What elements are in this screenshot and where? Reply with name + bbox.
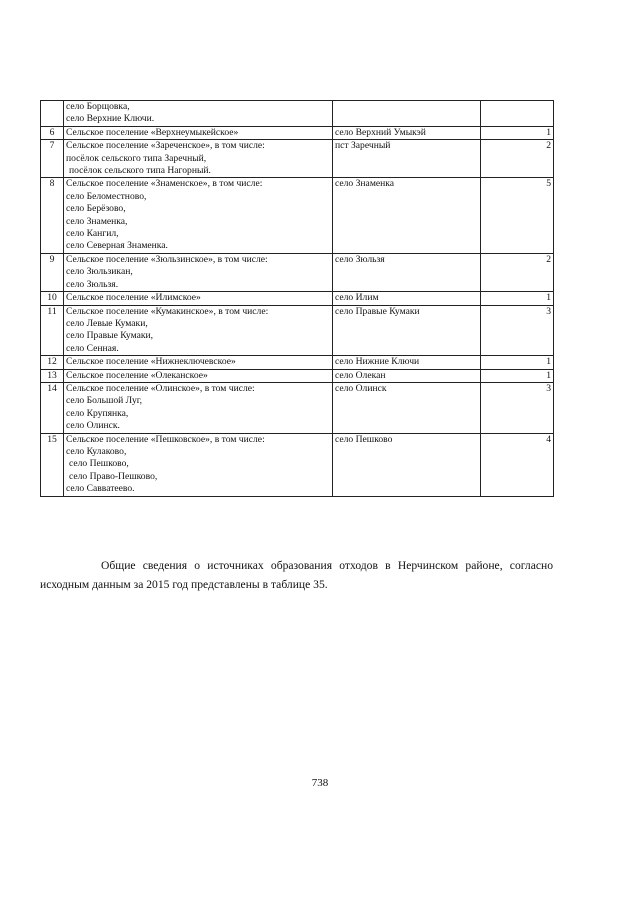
settlement-cell xyxy=(64,292,333,305)
count-cell: 2 xyxy=(481,253,554,291)
table-row xyxy=(41,305,554,356)
settlement-line: Сельское поселение «Зареченское», в том числе: xyxy=(66,140,265,152)
count-cell: 1 xyxy=(481,292,554,305)
settlement-cell xyxy=(64,140,333,178)
count-cell: 3 xyxy=(481,382,554,433)
admin-center-cell: село Верхний Умыкэй xyxy=(333,126,481,139)
settlement-line: Сельское поселение «Кумакинское», в том числе: xyxy=(66,305,269,317)
settlement-line: село Пешково, xyxy=(69,458,129,470)
settlement-cell xyxy=(64,433,333,496)
page-number: 738 xyxy=(311,777,329,789)
settlement-line: село Кулаково, xyxy=(66,445,127,457)
settlement-cell xyxy=(64,356,333,369)
settlement-line: Сельское поселение «Нижнеключевское» xyxy=(66,356,236,368)
admin-center-cell: село Зюльзя xyxy=(333,253,481,291)
table-row xyxy=(41,433,554,496)
settlement-line: село Право-Пешково, xyxy=(69,470,158,482)
settlement-cell xyxy=(64,178,333,253)
count-cell: 3 xyxy=(481,305,554,356)
settlement-line: Сельское поселение «Пешковское», в том числе: xyxy=(66,433,265,445)
settlement-line: село Северная Знаменка. xyxy=(66,240,168,252)
summary-paragraph xyxy=(40,556,553,594)
table-row xyxy=(41,101,554,127)
row-number-cell: 11 xyxy=(41,305,64,356)
settlement-cell xyxy=(64,101,333,127)
settlement-line: село Олинск. xyxy=(66,420,120,432)
settlement-line: село Берёзово, xyxy=(66,203,126,215)
paragraph-line-1: Общие сведения о источниках образования отходов в Нерчинском районе, согласно xyxy=(101,559,553,572)
count-cell: 1 xyxy=(481,126,554,139)
settlement-line: село Левые Кумаки, xyxy=(66,317,148,329)
settlement-cell xyxy=(64,126,333,139)
settlement-line: село Большой Луг, xyxy=(66,395,142,407)
count-cell: 4 xyxy=(481,433,554,496)
settlement-line: посёлок сельского типа Заречный, xyxy=(66,152,207,164)
admin-center-cell: село Пешково xyxy=(333,433,481,496)
admin-center-cell xyxy=(333,101,481,127)
table-row xyxy=(41,356,554,369)
settlement-line: село Беломестново, xyxy=(66,190,147,202)
settlement-line: село Верхние Ключи. xyxy=(66,113,155,125)
table-row xyxy=(41,140,554,178)
count-cell: 1 xyxy=(481,356,554,369)
table-row xyxy=(41,292,554,305)
count-cell: 1 xyxy=(481,369,554,382)
settlement-line: село Зюльзя. xyxy=(66,278,119,290)
settlement-cell xyxy=(64,305,333,356)
admin-center-cell: село Олекан xyxy=(333,369,481,382)
settlement-line: Сельское поселение «Верхнеумыкейское» xyxy=(66,126,239,138)
admin-center-cell: село Знаменка xyxy=(333,178,481,253)
admin-center-cell: село Илим xyxy=(333,292,481,305)
admin-center-cell: село Олинск xyxy=(333,382,481,433)
row-number-cell: 15 xyxy=(41,433,64,496)
table-row xyxy=(41,126,554,139)
row-number-cell: 7 xyxy=(41,140,64,178)
row-number-cell: 8 xyxy=(41,178,64,253)
table-row xyxy=(41,382,554,433)
admin-center-cell: село Правые Кумаки xyxy=(333,305,481,356)
settlement-cell xyxy=(64,369,333,382)
row-number-cell: 9 xyxy=(41,253,64,291)
row-number-cell: 13 xyxy=(41,369,64,382)
table-row xyxy=(41,253,554,291)
admin-center-cell: пст Заречный xyxy=(333,140,481,178)
settlement-line: Сельское поселение «Илимское» xyxy=(66,292,201,304)
settlement-line: село Борщовка, xyxy=(66,101,130,112)
table-row xyxy=(41,369,554,382)
count-cell: 2 xyxy=(481,140,554,178)
row-number-cell: 14 xyxy=(41,382,64,433)
settlement-line: село Знаменка, xyxy=(66,215,128,227)
table-body xyxy=(41,101,554,497)
row-number-cell: 10 xyxy=(41,292,64,305)
settlement-line: Сельское поселение «Олинское», в том числе: xyxy=(66,382,255,394)
settlements-table xyxy=(40,100,554,497)
row-number-cell: 6 xyxy=(41,126,64,139)
settlement-line: село Правые Кумаки, xyxy=(66,330,154,342)
settlement-line: село Крупянка, xyxy=(66,407,129,419)
row-number-cell xyxy=(41,101,64,127)
settlement-line: село Кангил, xyxy=(66,228,119,240)
paragraph-line-2: исходным данным за 2015 год представлены в таблице 35. xyxy=(40,578,328,591)
settlement-line: село Сенная. xyxy=(66,342,119,354)
admin-center-cell: село Нижние Ключи xyxy=(333,356,481,369)
row-number-cell: 12 xyxy=(41,356,64,369)
table-row xyxy=(41,178,554,253)
settlement-line: село Савватеево. xyxy=(66,483,135,495)
settlement-line: Сельское поселение «Зюльзинское», в том числе: xyxy=(66,253,268,265)
settlement-cell xyxy=(64,382,333,433)
settlement-line: Сельское поселение «Олеканское» xyxy=(66,369,208,381)
settlement-cell xyxy=(64,253,333,291)
settlement-line: посёлок сельского типа Нагорный. xyxy=(69,165,211,177)
count-cell: 5 xyxy=(481,178,554,253)
settlement-line: село Зюльзикан, xyxy=(66,266,133,278)
count-cell xyxy=(481,101,554,127)
settlement-line: Сельское поселение «Знаменское», в том числе: xyxy=(66,178,263,190)
